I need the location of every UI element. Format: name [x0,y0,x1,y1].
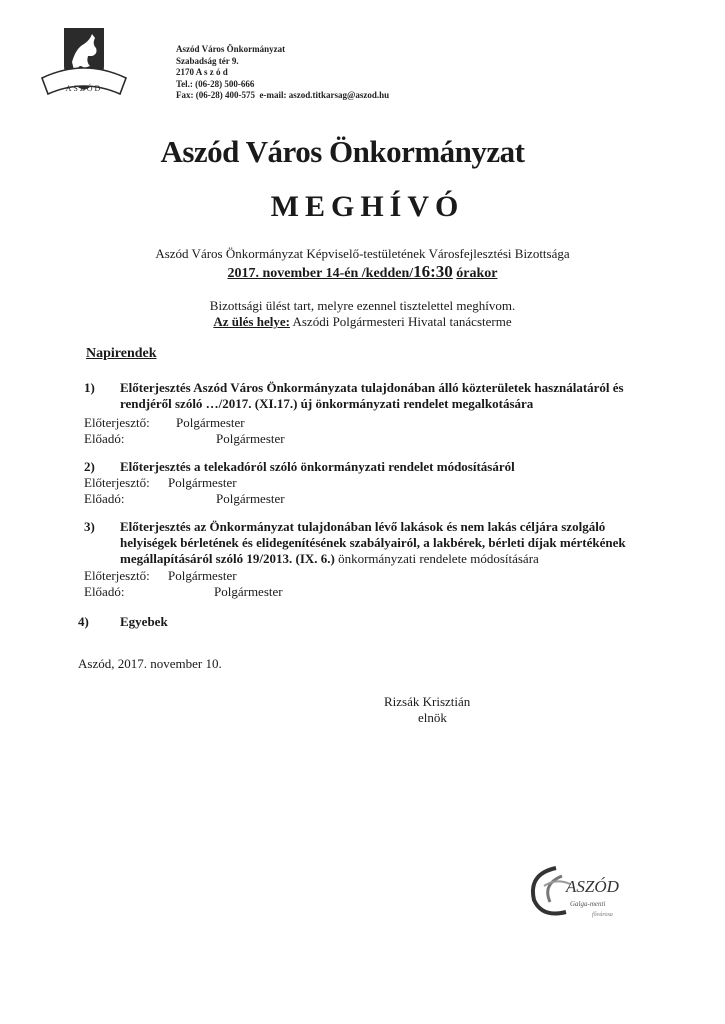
signer-role: elnök [418,710,447,725]
agenda-item-2-text: Előterjesztés a telekadóról szóló önkormányzati rendelet módosításáról [120,459,515,474]
agenda-item-2-number: 2) [84,459,95,474]
agenda-item-3-presenter: Polgármester [168,568,237,583]
city-crest-logo [40,22,128,106]
city-logo-wordmark: ASZÓD [566,877,619,896]
crest-text: ASZÓD [65,84,103,93]
agenda-item-4-text: Egyebek [120,614,168,629]
venue-line [0,314,725,330]
agenda-item-3-presenter-label: Előterjesztő: [84,568,150,583]
agenda-heading: Napirendek [86,346,157,361]
document-title-org: Aszód Város Önkormányzat [160,134,525,169]
agenda-item-2-presenter: Polgármester [168,475,237,490]
meeting-date [0,262,725,282]
document-type-title: MEGHÍVÓ [270,190,465,223]
letterhead-email: e-mail: aszod.titkarsag@aszod.hu [259,90,390,101]
agenda-item-1-number: 1) [84,380,95,395]
meeting-time-suffix: órakor [456,266,498,281]
agenda-item-1-speaker: Polgármester [216,431,285,446]
venue-label: Az ülés helye: [213,314,290,329]
letterhead-tel: Tel.: (06-28) 500-666 [176,78,255,89]
meeting-date-prefix: 2017. november 14-én /kedden/ [227,266,414,281]
agenda-item-1-text: Előterjesztés Aszód Város Önkormányzata tulajdonában álló közterületek használatáról és rendjéről szóló …/2017. (XI.17.) új önkormányzati rendelet megalkotására [120,380,624,411]
agenda-item-1-speaker-label: Előadó: [84,431,125,446]
letterhead-fax: Fax: (06-28) 400-575 [176,90,255,101]
venue-value: Aszódi Polgármesteri Hivatal tanácsterme [292,314,512,329]
agenda-item-3-text-bold: Előterjesztés az Önkormányzat tulajdonában lévő lakások és nem lakás céljára szolgáló helyiségek bérletének és elidegenítésének szabályairól, a lakbérek, bérleti díjak mértékének megállapításáról szóló 19/2013. (IX. 6.) [120,519,626,566]
letterhead-contact [176,90,389,102]
agenda-item-3-number: 3) [84,519,95,534]
closing-date: Aszód, 2017. november 10. [78,656,222,671]
signer-name: Rizsák Krisztián [384,694,471,709]
meeting-time: 16:30 [413,262,453,281]
committee-name: Aszód Város Önkormányzat Képviselő-testületének Városfejlesztési Bizottsága [155,246,570,261]
agenda-item-2-speaker-label: Előadó: [84,491,125,506]
agenda-item-3-speaker: Polgármester [214,584,283,599]
agenda-item-1-presenter: Polgármester [176,415,245,430]
agenda-item-4-number: 4) [78,614,89,629]
agenda-item-3-text [120,519,640,567]
letterhead-org: Aszód Város Önkormányzat [176,44,286,54]
agenda-item-2-speaker: Polgármester [216,491,285,506]
city-logo-tagline1: Galga-menti [570,900,606,908]
letterhead-address1: Szabadság tér 9. [176,55,239,66]
agenda-item-1-presenter-label: Előterjesztő: [84,415,150,430]
agenda-item-2-presenter-label: Előterjesztő: [84,475,150,490]
letterhead [176,44,389,102]
letterhead-address2: 2170 A s z ó d [176,67,228,78]
city-logo-tagline2: fővárosa [592,912,613,918]
agenda-item-3-text-tail: önkormányzati rendelete módosítására [338,551,539,566]
agenda-item-3-speaker-label: Előadó: [84,584,125,599]
invitation-text: Bizottsági ülést tart, melyre ezennel tisztelettel meghívom. [209,298,516,313]
city-brand-logo [522,856,642,928]
